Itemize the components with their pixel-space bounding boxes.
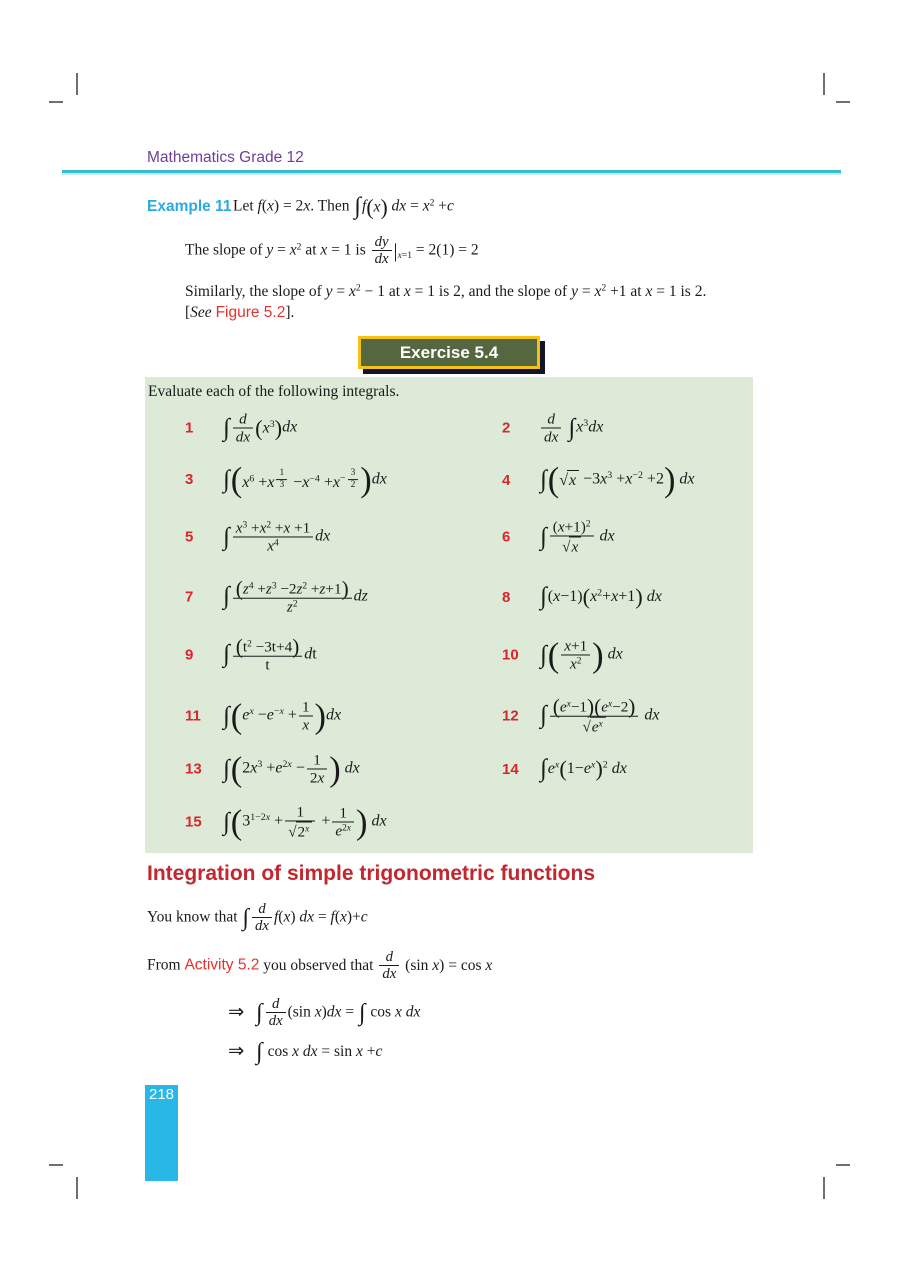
problem-formula: ∫ $\frac{(e^x-1)(e^x-2)}{√e^x}$ dx [540, 694, 660, 736]
problem-formula: $\int(3^{1-2x}$ + $\frac{1}{√2^x}$ + $\frac{1}{e^{2x}}$ ) dx [223, 803, 387, 841]
crop-mark [836, 101, 850, 103]
bracket-close: ]. [285, 304, 295, 321]
problem-number: 8 [502, 588, 511, 606]
exercise-banner-label: Exercise 5.4 [399, 342, 499, 362]
example-line-2: The slope of $y = x^2$ at x = 1 is $\frac{dy}{dx}$ $|_{x=1} = 2(1) = 2$ [185, 234, 479, 268]
activity-reference: Activity 5.2 [184, 956, 260, 974]
problem-12 [502, 694, 660, 736]
see-word: See [190, 304, 216, 321]
problem-9 [185, 634, 317, 674]
problem-number: 6 [502, 528, 511, 546]
section-line-4: ⇒ ∫ cos x dx = sin x +c [228, 1039, 383, 1066]
problem-formula: ∫ $\frac{(t^2 -3t+4)}{t}$ dt [223, 634, 317, 674]
problem-number: 10 [502, 646, 519, 664]
problem-number: 1 [185, 419, 194, 437]
example-label: Example 11 [147, 198, 232, 215]
problem-formula: $\int(e^x -e^{-x}$ + $\frac{1}{x}$ )dx [223, 697, 342, 735]
bracket-open: [ [185, 304, 191, 321]
problem-14 [502, 755, 627, 783]
problem-8 [502, 583, 662, 611]
problem-formula: ∫( $\frac{x+1}{x^2}$ ) dx [540, 636, 623, 674]
problem-formula: ∫ $\frac{(z^4 +z^3 -2z^2 +z+1)}{z^2}$ dz [223, 576, 368, 616]
page-header-title: Mathematics Grade 12 [147, 149, 304, 166]
crop-mark [823, 73, 825, 95]
crop-mark [836, 1164, 850, 1166]
section-heading: Integration of simple trigonometric functions [147, 862, 596, 885]
problem-4 [502, 461, 695, 499]
page-number-tab [145, 1085, 178, 1181]
crop-mark [49, 101, 63, 103]
problem-formula: $\int(2x^3 +e^{2x}$ − $\frac{1}{2x}$ ) dx [223, 750, 360, 788]
header-rule [62, 170, 841, 175]
problem-number: 12 [502, 707, 519, 725]
problem-formula: $\int(x^6 +x$ $^{\frac{1}{3}}$ $-x^{-4} +x^{- \frac{3}{2}}$ )dx [223, 461, 387, 499]
problem-6 [502, 518, 615, 555]
section-line-3: ⇒ ∫ $\frac{d}{dx}$ (sin x)dx = ∫ cos x dx [228, 996, 421, 1030]
problem-number: 3 [185, 471, 194, 489]
section-line-2-rest: you observed that $\frac{d}{dx}$ (sin x) = cos x [259, 949, 493, 983]
problem-5 [185, 519, 330, 554]
problem-number: 13 [185, 760, 202, 778]
crop-mark [49, 1164, 63, 1166]
problem-13 [185, 751, 360, 786]
problem-7 [185, 576, 368, 616]
problem-number: 2 [502, 419, 511, 437]
crop-mark [76, 73, 78, 95]
problem-2 [502, 410, 603, 445]
problem-10 [502, 637, 623, 672]
problem-number: 11 [185, 707, 201, 725]
problem-number: 15 [185, 813, 202, 831]
problem-formula: $\int(√x -3x^3 +x^{-2} +2)$ dx [540, 461, 695, 499]
example-line-4 [185, 304, 294, 322]
crop-mark [76, 1177, 78, 1199]
problem-number: 4 [502, 471, 511, 489]
section-line-2 [147, 949, 492, 983]
problem-number: 9 [185, 646, 194, 664]
problem-formula: ∫ $\frac{x^3 +x^2 +x +1}{x^4}$ dx [223, 519, 331, 555]
problem-formula: $\int(x-1)(x^2+x+1)$ dx [540, 583, 662, 611]
problem-number: 5 [185, 528, 194, 546]
problem-11 [185, 698, 341, 733]
page-number: 218 [148, 1086, 175, 1103]
exercise-banner [358, 336, 540, 369]
crop-mark [823, 1177, 825, 1199]
problem-formula: ∫ $\frac{(x+1)^2}{√x}$ dx [540, 518, 615, 556]
figure-reference: Figure 5.2 [215, 304, 286, 321]
example-line-1: Let f(x) = 2x. Then ∫f(x) dx = $x^2 +c$ [233, 194, 454, 221]
problem-number: 7 [185, 588, 194, 606]
problem-number: 14 [502, 760, 519, 778]
problem-formula: ∫ $\frac{d}{dx}$ $(x^3)dx$ [223, 410, 298, 446]
exercise-panel [145, 377, 753, 853]
section-line-1: You know that ∫ $\frac{d}{dx}$ f(x) dx = f(x)+c [147, 901, 368, 935]
panel-intro: Evaluate each of the following integrals. [148, 383, 400, 400]
problem-formula: $\frac{d}{dx}$ $\int x^3dx$ [539, 410, 603, 445]
problem-15 [185, 803, 387, 840]
problem-1 [185, 410, 297, 445]
example-line-3: Similarly, the slope of $y = x^2 - 1$ at x = 1 is 2, and the slope of $y = x^2 +1$ at x = 1 is 2. [185, 282, 707, 300]
from-word: From [147, 956, 185, 974]
problem-3 [185, 461, 387, 499]
problem-formula: $\int e^x(1-e^x)^2$ dx [540, 755, 627, 783]
